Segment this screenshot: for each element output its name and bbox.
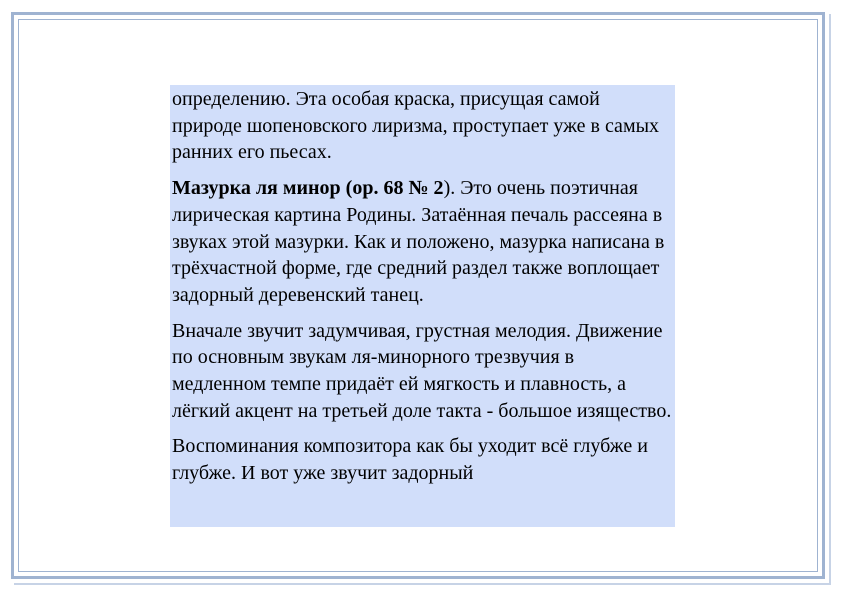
paragraph-intro [172,86,673,166]
slide-frame-shadow-right [829,14,831,585]
paragraph-melody [172,318,673,425]
mazurka-title: Мазурка ля минор (ор. 68 № 2 [172,177,444,200]
paragraph-intro-text: определению. Эта особая краска, присущая самой природе шопеновского лиризма, проступает уже в самых ранних его пьесах. [172,88,660,164]
paragraph-mazurka [172,175,673,309]
slide-frame-shadow-bottom [14,583,831,585]
paragraph-memories [172,433,673,486]
paragraph-mazurka-text: ). Это очень поэтичная лирическая картина Родины. Затаённая печаль рассеяна в звуках этой мазурки. Как и положено, мазурка написана в трёхчастной форме, где средний раздел также воплощает задорный деревенский танец. [172,177,665,306]
text-content-box [170,85,675,527]
paragraph-memories-text: Воспоминания композитора как бы уходит всё глубже и глубже. И вот уже звучит задорный [172,435,648,485]
paragraph-melody-text: Вначале звучит задумчивая, грустная мелодия. Движение по основным звукам ля-минорного трезвучия в медленном темпе придаёт ей мягкость и плавность, а лёгкий акцент на третьей доле такта - большое изящество. [172,319,672,422]
